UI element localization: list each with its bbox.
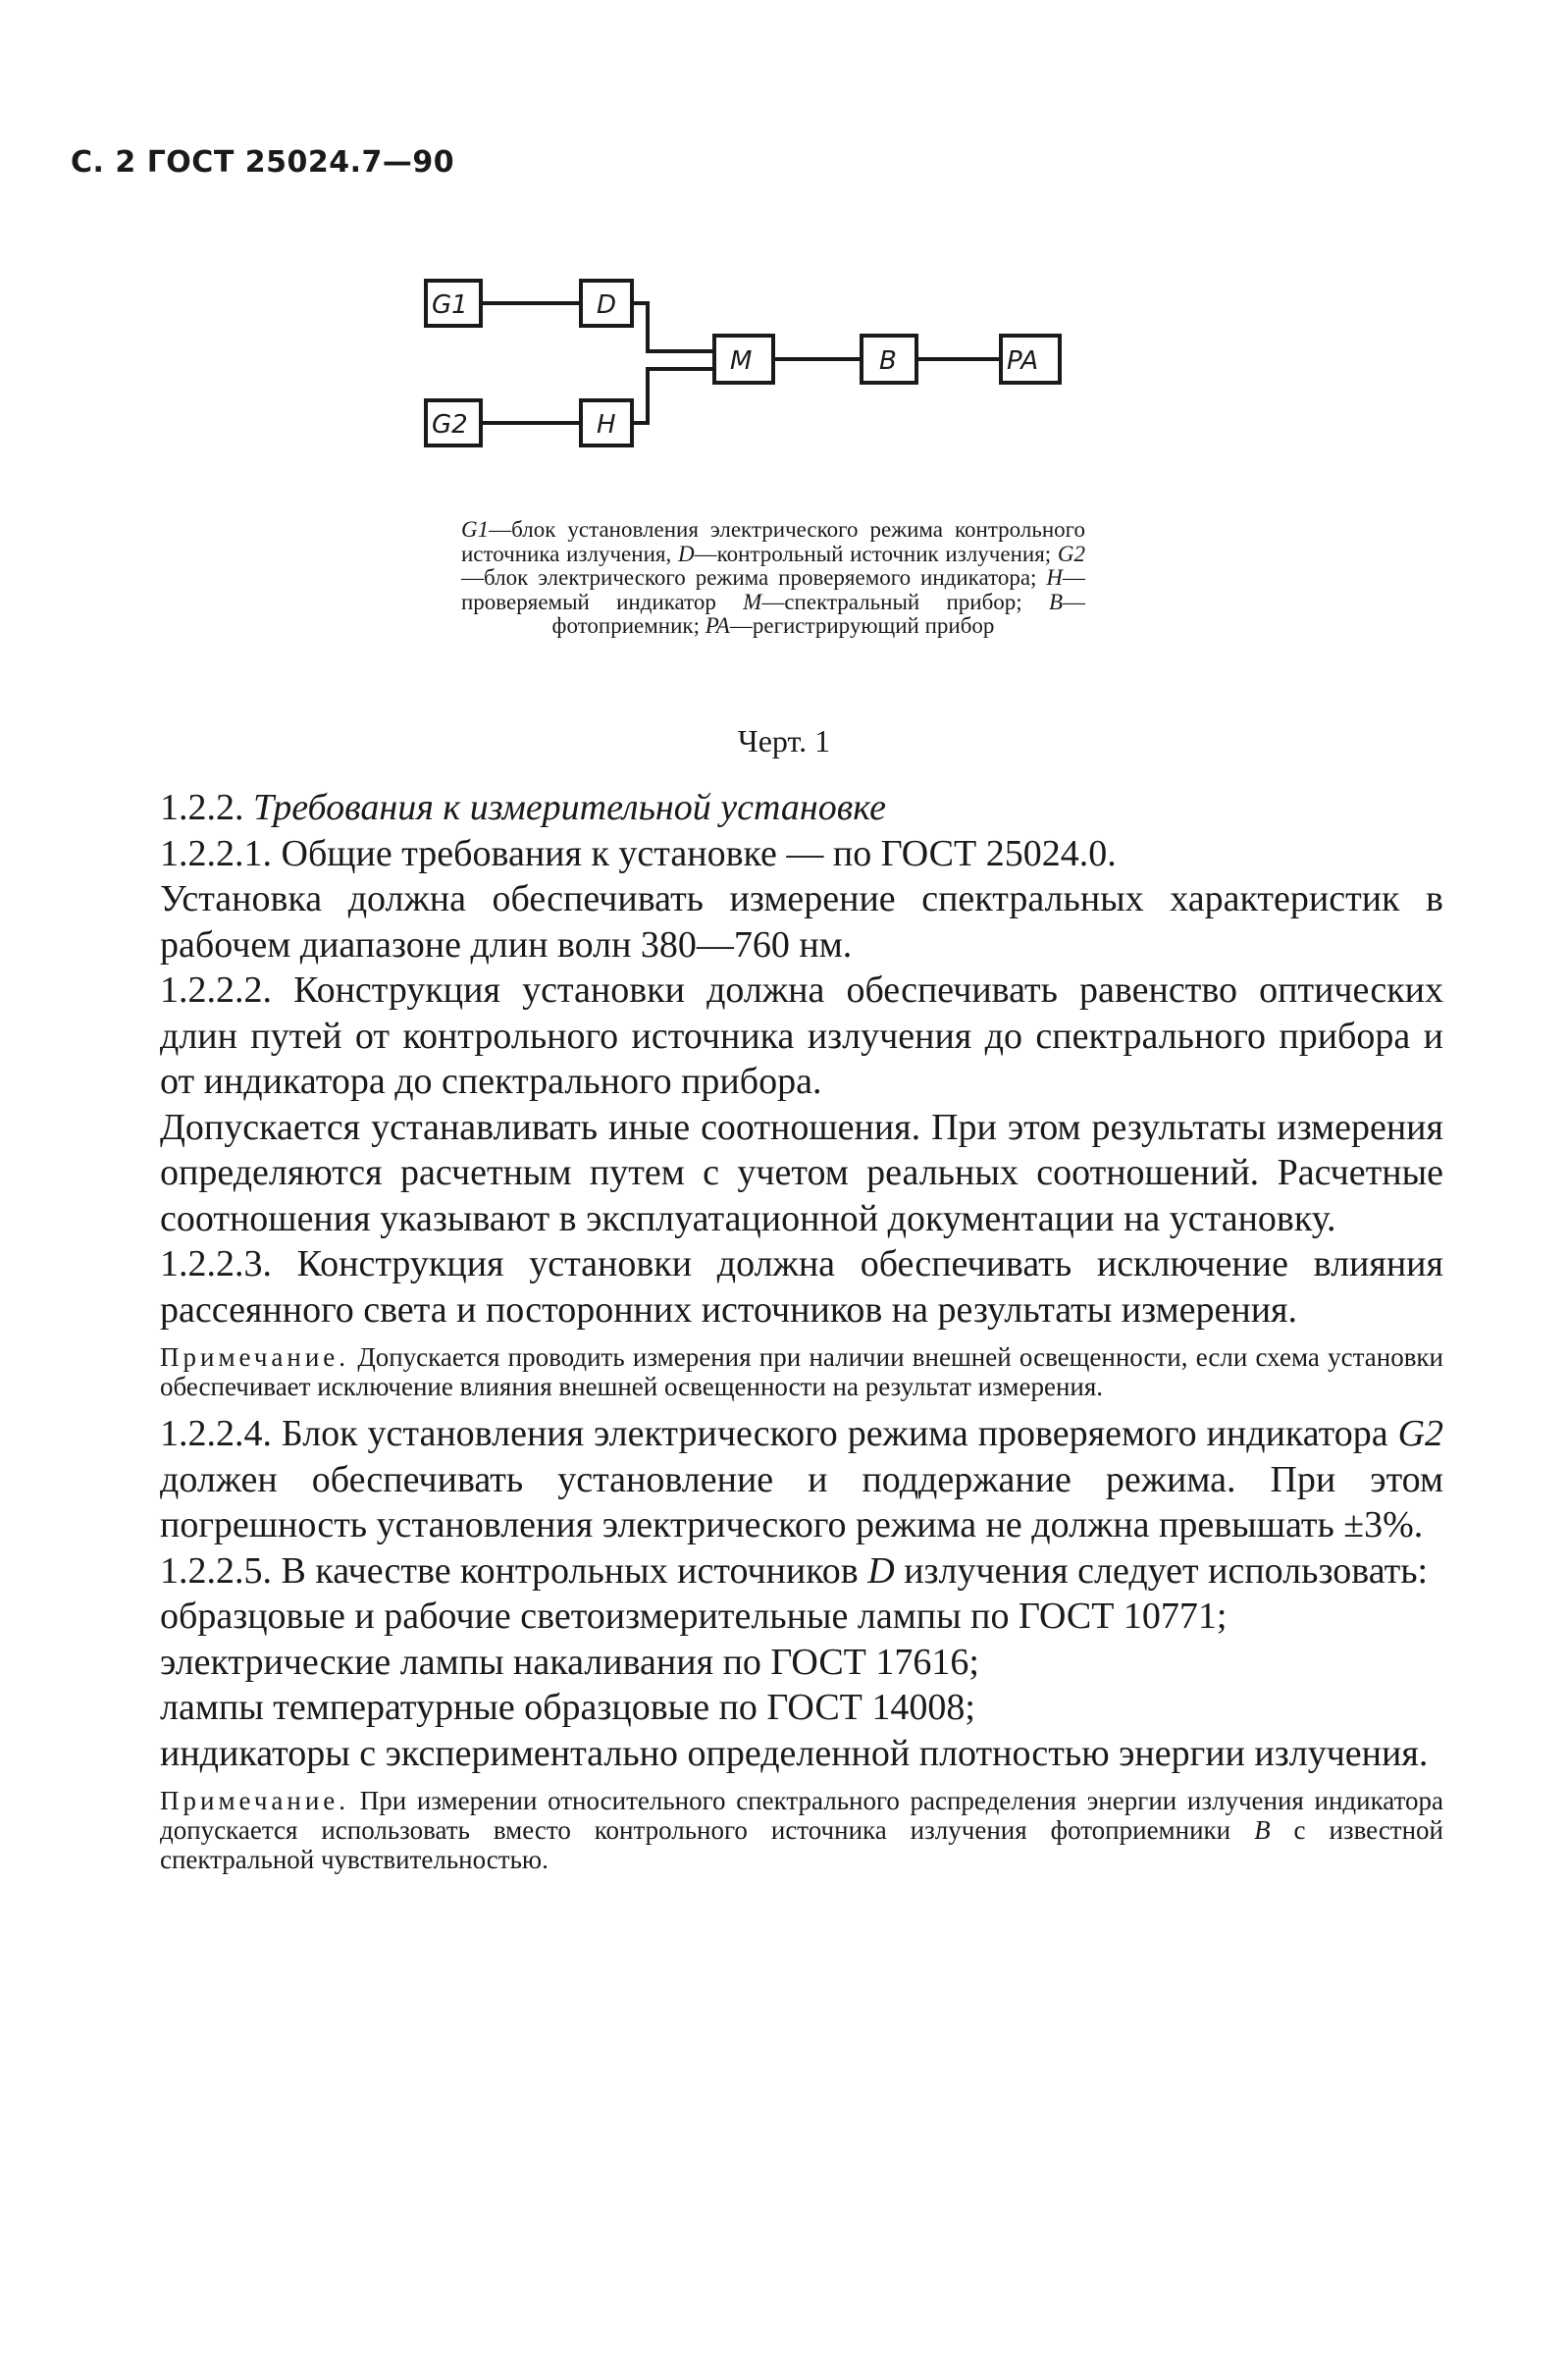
label-h: H — [597, 410, 616, 440]
document-body — [160, 785, 1443, 1884]
block-diagram — [422, 275, 1109, 471]
label-m: M — [730, 346, 753, 376]
paragraph-1-2-2-1: 1.2.2.1. Общие требования к установке — по ГОСТ 25024.0. — [160, 832, 1117, 874]
paragraph-1-2-2-2: 1.2.2.2. Конструкция установки должна обеспечивать равенство оптических длин путей от контрольного источника излучения до спектрального прибора и от индикатора до спектрального прибора. — [160, 969, 1443, 1102]
paragraph-1-2-2-3: 1.2.2.3. Конструкция установки должна обеспечивать исключение влияния рассеянного света и посторонних источников на результаты измерения. — [160, 1243, 1443, 1331]
list-item: электрические лампы накаливания по ГОСТ 17616; — [160, 1641, 979, 1683]
list-item: индикаторы с экспериментально определенной плотностью энергии излучения. — [160, 1732, 1429, 1774]
list-item: лампы температурные образцовые по ГОСТ 14008; — [160, 1687, 975, 1728]
note-1: Примечание. Допускается проводить измерения при наличии внешней освещенности, если схема установки обеспечивает исключение влияния внешней освещенности на результат измерения. — [160, 1342, 1444, 1401]
figure-label: Черт. 1 — [737, 723, 831, 759]
section-heading-1-2-2: 1.2.2. Требования к измерительной установке — [160, 787, 886, 828]
label-g1: G1 — [432, 290, 468, 320]
list-item: образцовые и рабочие светоизмерительные лампы по ГОСТ 10771; — [160, 1596, 1228, 1637]
page-number: С. 2 — [71, 145, 136, 180]
figure-caption: G1—блок установления электрического режима контрольного источника излучения, D—контрольный источник излучения; G2—блок электрического режима проверяемого индикатора; H—проверяемый индикатор M—спектральный прибор; B—фотоприемник; PA—регистрирующий прибор — [461, 517, 1086, 639]
label-g2: G2 — [432, 410, 468, 440]
paragraph-allowed: Допускается устанавливать иные соотношения. При этом результаты измерения определяются расчетным путем с учетом реальных соотношений. Расчетные соотношения указывают в эксплуатационной документации на установку. — [160, 1106, 1443, 1239]
paragraph-1-2-2-5: 1.2.2.5. В качестве контрольных источников D излучения следует использовать: — [160, 1549, 1429, 1592]
note-2: Примечание. При измерении относительного спектрального распределения энергии излучения индикатора допускается использовать вместо контрольного источника излучения фотоприемники B с известной спектральной чувствительностью. — [160, 1786, 1444, 1874]
standard-code: ГОСТ 25024.7—90 — [146, 145, 455, 180]
label-b: B — [879, 346, 897, 376]
paragraph-setup: Установка должна обеспечивать измерение спектральных характеристик в рабочем диапазоне длин волн 380—760 нм. — [160, 878, 1443, 966]
label-d: D — [597, 290, 617, 320]
paragraph-1-2-2-4: 1.2.2.4. Блок установления электрического режима проверяемого индикатора G2 должен обеспечивать установление и поддержание режима. При этом погрешность установления электрического режима не должна превышать ±3%. — [160, 1413, 1444, 1545]
page-header — [71, 145, 454, 180]
label-pa: PA — [1007, 346, 1039, 376]
